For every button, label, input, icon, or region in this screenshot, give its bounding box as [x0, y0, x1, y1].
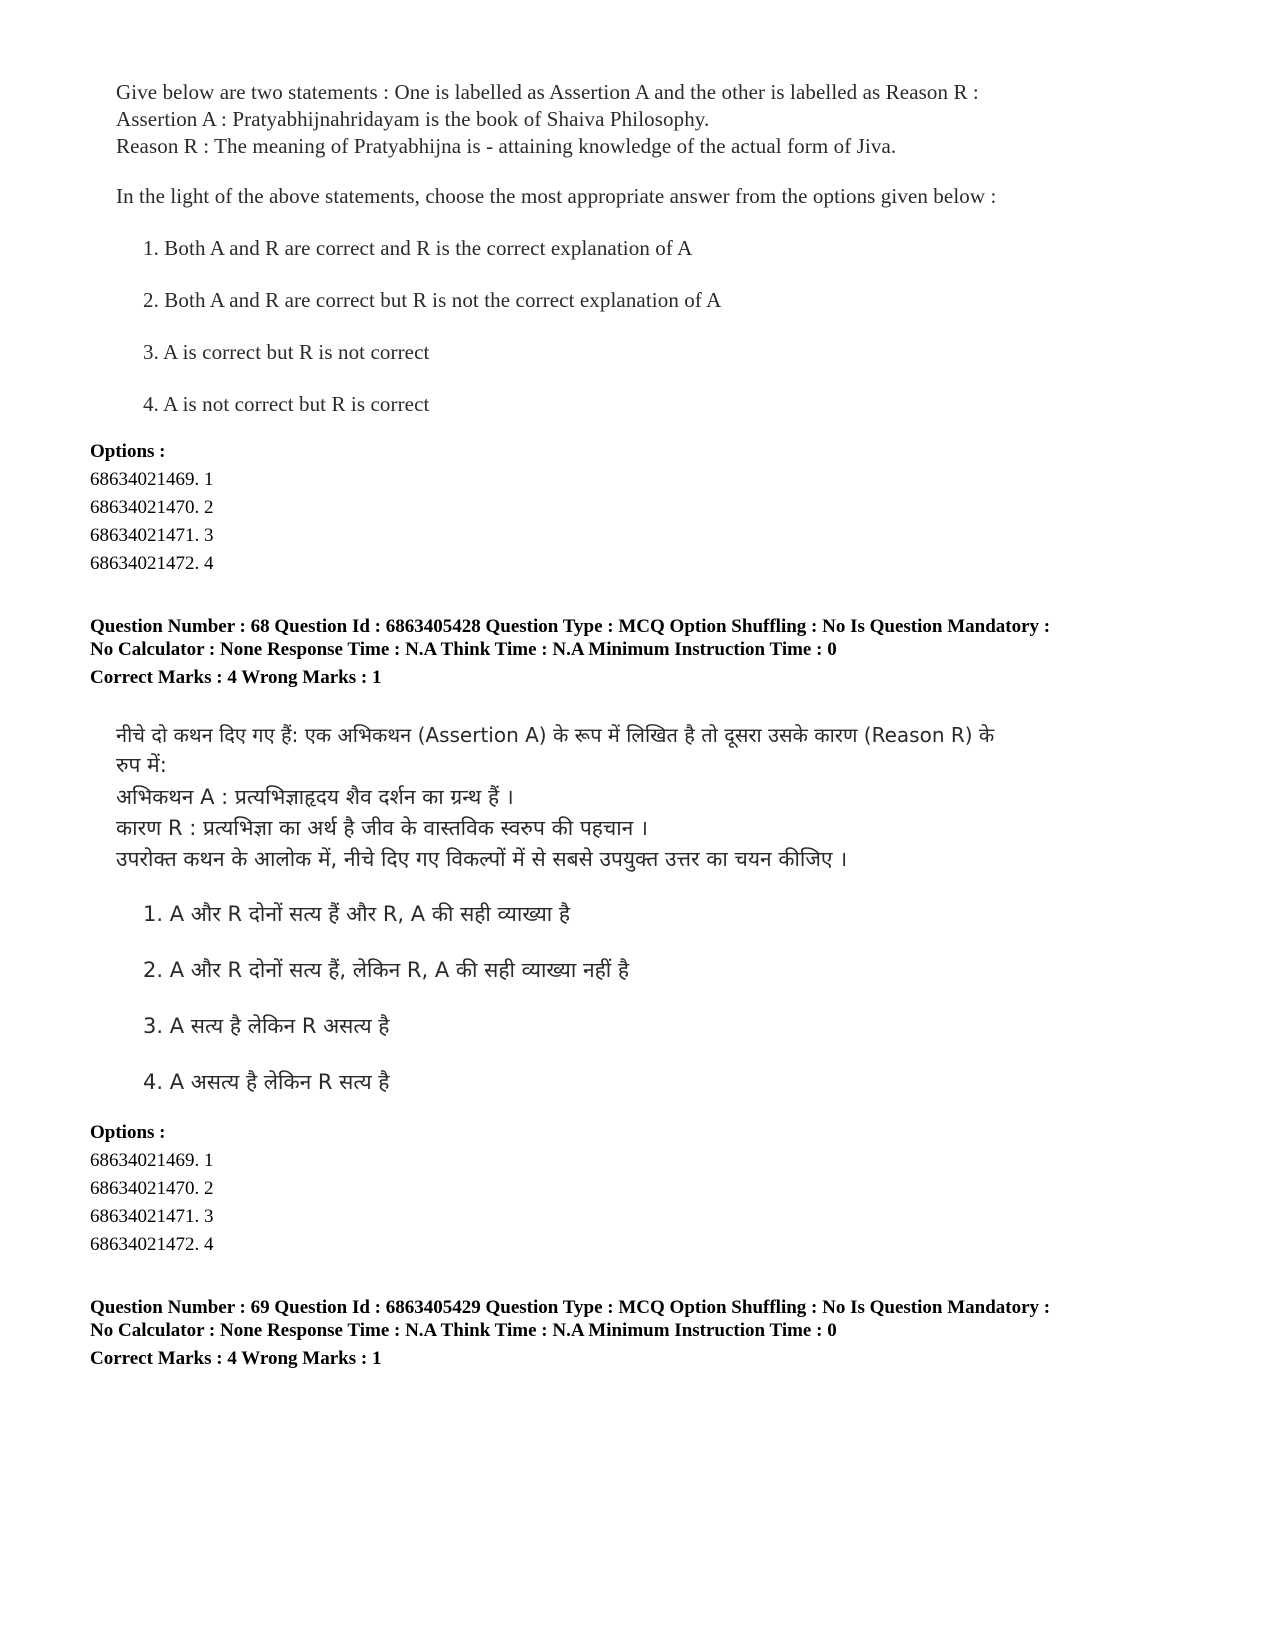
q67-instruction: In the light of the above statements, choose the most appropriate answer from the options given below :	[116, 184, 997, 208]
q67-option-3: 68634021471. 3	[90, 525, 214, 546]
q68-hindi-instruction: उपरोक्त कथन के आलोक में, नीचे दिए गए विकल्पों में से सबसे उपयुक्त उत्तर का चयन कीजिए ।	[116, 847, 848, 871]
q67-reason: Reason R : The meaning of Pratyabhijna is - attaining knowledge of the actual form of Jiva.	[116, 134, 897, 158]
q67-assertion: Assertion A : Pratyabhijnahridayam is the book of Shaiva Philosophy.	[116, 107, 710, 131]
q68-option-4: 68634021472. 4	[90, 1234, 214, 1255]
q68-choice-2: 2. A और R दोनों सत्य हैं, लेकिन R, A की सही व्याख्या नहीं है	[143, 958, 630, 982]
q69-meta-line-2: No Calculator : None Response Time : N.A Think Time : N.A Minimum Instruction Time : 0	[90, 1320, 837, 1341]
q67-choice-2: 2. Both A and R are correct but R is not the correct explanation of A	[143, 288, 722, 312]
q67-options-label: Options :	[90, 441, 166, 462]
q68-hindi-intro-line-1: नीचे दो कथन दिए गए हैं: एक अभिकथन (Assertion A) के रूप में लिखित है तो दूसरा उसके कारण (Reason R) के	[116, 723, 995, 747]
q67-intro: Give below are two statements : One is labelled as Assertion A and the other is labelled as Reason R :	[116, 80, 979, 104]
q67-option-1: 68634021469. 1	[90, 469, 214, 490]
q69-marks: Correct Marks : 4 Wrong Marks : 1	[90, 1348, 382, 1369]
q68-marks: Correct Marks : 4 Wrong Marks : 1	[90, 667, 382, 688]
q68-choice-3: 3. A सत्य है लेकिन R असत्य है	[143, 1014, 390, 1038]
q68-meta-line-2: No Calculator : None Response Time : N.A Think Time : N.A Minimum Instruction Time : 0	[90, 639, 837, 660]
q68-options-label: Options :	[90, 1122, 166, 1143]
q67-option-4: 68634021472. 4	[90, 553, 214, 574]
q68-choice-1: 1. A और R दोनों सत्य हैं और R, A की सही व्याख्या है	[143, 902, 571, 926]
q67-choice-1: 1. Both A and R are correct and R is the correct explanation of A	[143, 236, 693, 260]
q68-hindi-assertion: अभिकथन A : प्रत्यभिज्ञाहृदय शैव दर्शन का ग्रन्थ हैं ।	[116, 785, 514, 809]
q68-choice-4: 4. A असत्य है लेकिन R सत्य है	[143, 1070, 390, 1094]
q68-hindi-intro-line-2: रुप में:	[116, 753, 167, 777]
q67-choice-3: 3. A is correct but R is not correct	[143, 340, 430, 364]
q68-option-2: 68634021470. 2	[90, 1178, 214, 1199]
q68-option-3: 68634021471. 3	[90, 1206, 214, 1227]
q68-option-1: 68634021469. 1	[90, 1150, 214, 1171]
q68-meta-line-1: Question Number : 68 Question Id : 6863405428 Question Type : MCQ Option Shuffling : No Is Question Mandatory :	[90, 616, 1051, 637]
q67-option-2: 68634021470. 2	[90, 497, 214, 518]
q68-hindi-reason: कारण R : प्रत्यभिज्ञा का अर्थ है जीव के वास्तविक स्वरुप की पहचान ।	[116, 816, 648, 840]
q69-meta-line-1: Question Number : 69 Question Id : 6863405429 Question Type : MCQ Option Shuffling : No Is Question Mandatory :	[90, 1297, 1051, 1318]
q67-choice-4: 4. A is not correct but R is correct	[143, 392, 430, 416]
